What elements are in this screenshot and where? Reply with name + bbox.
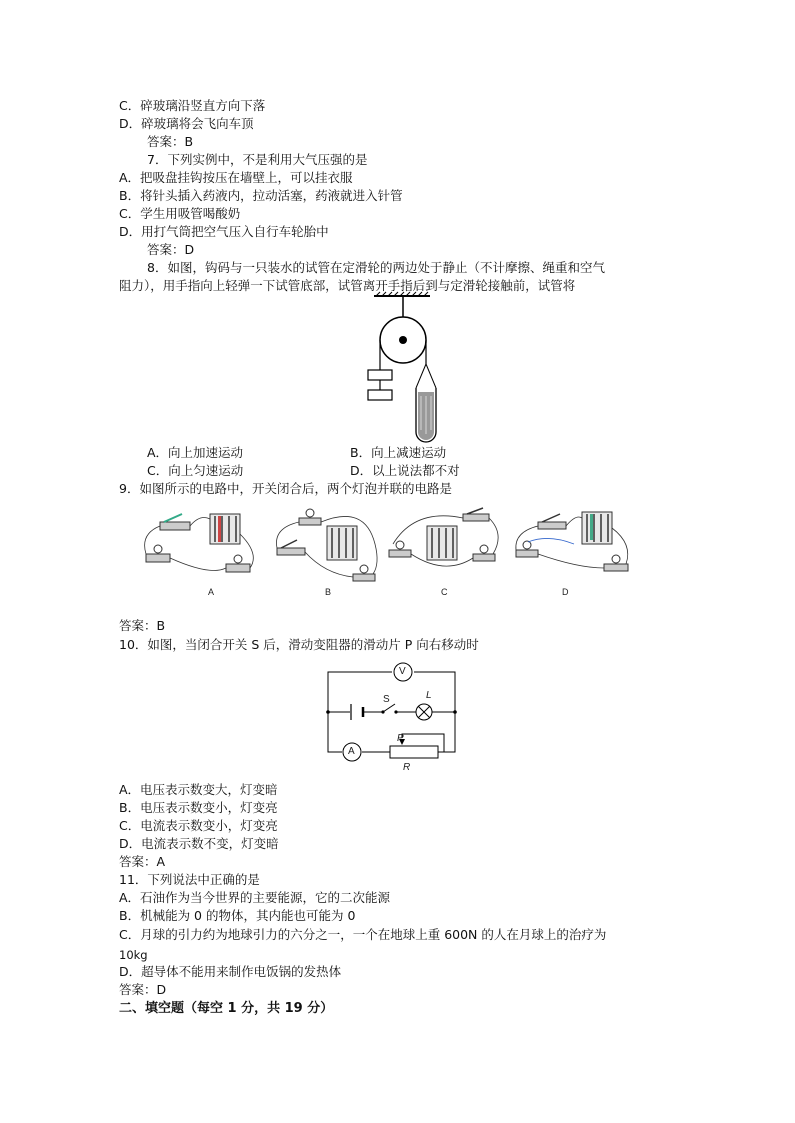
circuit-figure-d xyxy=(508,504,638,584)
option-line: A．石油作为当今世界的主要能源，它的二次能源 xyxy=(119,890,391,905)
answer-line: 答案：B xyxy=(147,134,194,149)
circuit-label-a: A xyxy=(208,587,215,597)
option-line: B．电压表示数变小，灯变亮 xyxy=(119,800,278,815)
answer-line: 答案：A xyxy=(119,854,166,869)
lamp-label: L xyxy=(426,690,432,701)
question-8-cont: 阻力），用手指向上轻弹一下试管底部，试管离开手指后到与定滑轮接触前，试管将 xyxy=(119,278,576,293)
question-11: 11．下列说法中正确的是 xyxy=(119,872,260,887)
circuit-label-d: D xyxy=(562,587,569,597)
answer-line: 答案：B xyxy=(119,618,166,633)
voltmeter-label: V xyxy=(399,666,406,677)
answer-line: 答案：D xyxy=(147,242,195,257)
option-line: C．电流表示数变小，灯变亮 xyxy=(119,818,278,833)
circuit-label-c: C xyxy=(441,587,448,597)
option-line: D．电流表示数不变，灯变暗 xyxy=(119,836,279,851)
question-8: 8．如图，钩码与一只装水的试管在定滑轮的两边处于静止（不计摩擦、绳重和空气 xyxy=(147,260,605,275)
text-line: D．碎玻璃将会飞向车顶 xyxy=(119,116,254,131)
option-line: C．向上匀速运动 xyxy=(147,463,244,478)
option-line: B．向上减速运动 xyxy=(350,445,447,460)
option-line: A．向上加速运动 xyxy=(147,445,244,460)
switch-label: S xyxy=(383,694,390,705)
rheostat-label: R xyxy=(403,762,411,773)
option-line: C．学生用吸管喝酸奶 xyxy=(119,206,241,221)
option-line: A．把吸盘挂钩按压在墙壁上，可以挂衣服 xyxy=(119,170,353,185)
option-line: B．机械能为 0 的物体，其内能也可能为 0 xyxy=(119,908,356,923)
option-line: D．超导体不能用来制作电饭锅的发热体 xyxy=(119,964,342,979)
question-9: 9．如图所示的电路中，开关闭合后，两个灯泡并联的电路是 xyxy=(119,481,452,496)
circuit-figure-a xyxy=(130,504,260,584)
option-line: D．用打气筒把空气压入自行车轮胎中 xyxy=(119,224,329,239)
circuit-figure-b xyxy=(265,504,385,584)
text-line: C．碎玻璃沿竖直方向下落 xyxy=(119,98,266,113)
circuit-label-b: B xyxy=(325,587,332,597)
section-heading: 二、填空题（每空 1 分，共 19 分） xyxy=(119,1001,334,1016)
answer-line: 答案：D xyxy=(119,982,167,997)
question-10: 10．如图，当闭合开关 S 后，滑动变阻器的滑动片 P 向右移动时 xyxy=(119,637,479,652)
circuit-figure-c xyxy=(385,504,505,584)
option-line: D．以上说法都不对 xyxy=(350,463,460,478)
question-7: 7．下列实例中，不是利用大气压强的是 xyxy=(147,152,368,167)
pulley-figure xyxy=(360,292,450,444)
ammeter-label: A xyxy=(348,746,355,757)
circuit-diagram-10 xyxy=(320,660,465,776)
option-line: A．电压表示数变大，灯变暗 xyxy=(119,782,278,797)
option-line-cont: 10kg xyxy=(119,948,148,962)
slider-label: P xyxy=(397,733,404,744)
option-line: C．月球的引力约为地球引力的六分之一，一个在地球上重 600N 的人在月球上的治疗为 xyxy=(119,927,607,942)
option-line: B．将针头插入药液内，拉动活塞，药液就进入针管 xyxy=(119,188,403,203)
